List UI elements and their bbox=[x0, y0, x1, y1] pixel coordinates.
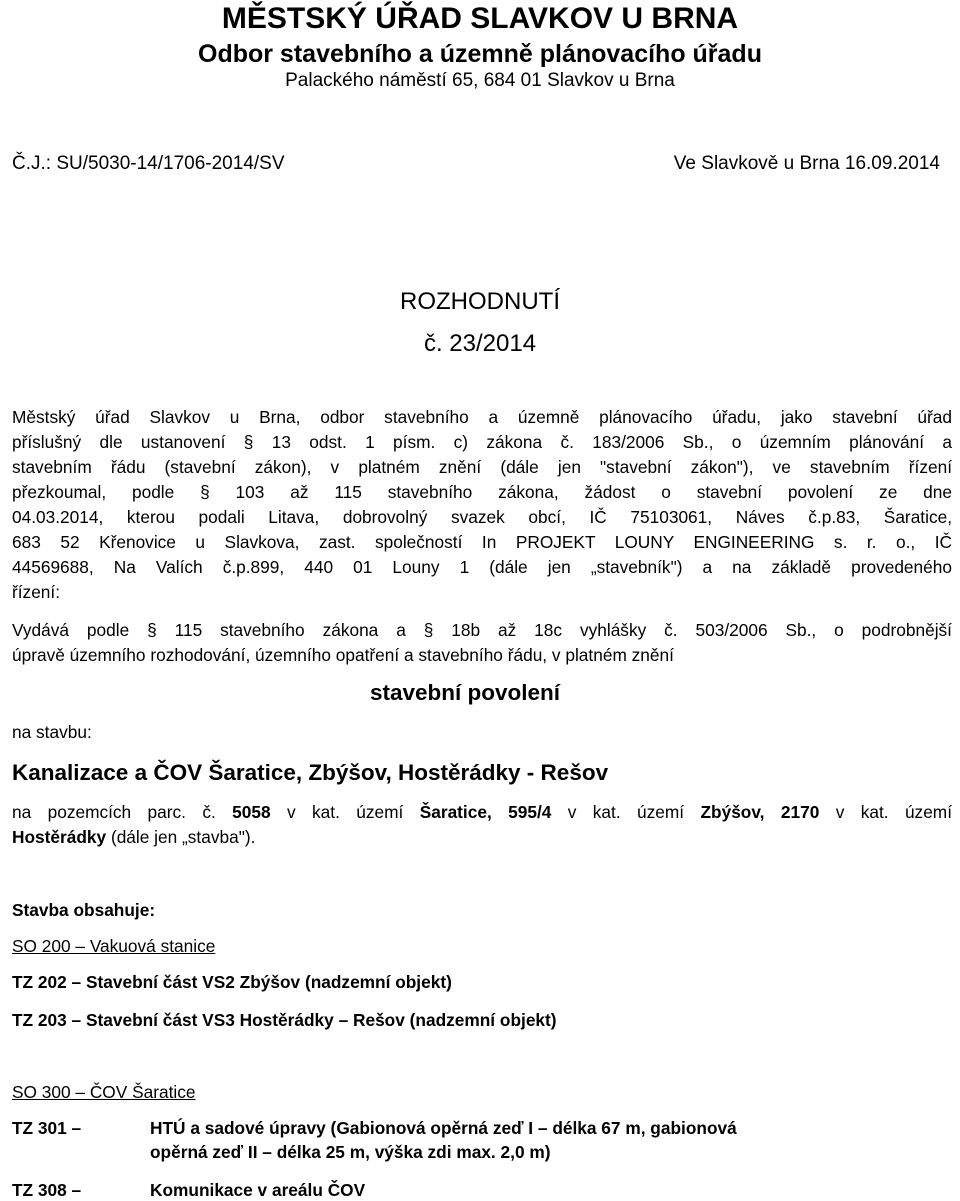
cadastral-area: Zbýšov, 2170 bbox=[700, 802, 820, 822]
so300-item-text: HTÚ a sadové úpravy (Gabionová opěrná zeď I – délka 67 m, gabionová bbox=[150, 1118, 737, 1138]
issue-line: úpravě územního rozhodování, územního opatření a stavebního řádu, v platném znění bbox=[12, 645, 674, 665]
intro-paragraph bbox=[12, 405, 952, 605]
so300-item-text: opěrná zeď II – délka 25 m, výška zdi max. 2,0 m) bbox=[150, 1142, 551, 1162]
construction-name: Kanalizace a ČOV Šaratice, Zbýšov, Hostěrádky - Rešov bbox=[12, 760, 609, 785]
so300-item-code: TZ 301 – bbox=[12, 1118, 82, 1138]
construction-label: na stavbu: bbox=[12, 722, 92, 742]
intro-line: stavebním řádu (stavební zákon), v platném znění (dále jen "stavební zákon"), ve stavebním řízení bbox=[12, 457, 952, 477]
decision-number: č. 23/2014 bbox=[423, 330, 537, 357]
intro-line: řízení: bbox=[12, 582, 61, 602]
intro-line: Městský úřad Slavkov u Brna, odbor stavebního a územně plánovacího úřadu, jako stavební úřad bbox=[12, 407, 952, 427]
issue-line: Vydává podle § 115 stavebního zákona a § 18b až 18c vyhlášky č. 503/2006 Sb., o podrobnější bbox=[12, 620, 952, 640]
intro-line: 44569688, Na Valích č.p.899, 440 01 Louny 1 (dále jen „stavebník") a na základě provedeného bbox=[12, 557, 952, 577]
parcels-text: v kat. území bbox=[819, 802, 953, 822]
parcels-text: (dále jen „stavba"). bbox=[106, 827, 256, 847]
so300-title: SO 300 – ČOV Šaratice bbox=[12, 1082, 196, 1102]
so300-item-text: Komunikace v areálu ČOV bbox=[150, 1180, 366, 1200]
parcels-line-1 bbox=[12, 800, 952, 825]
intro-line: přezkoumal, podle § 103 až 115 stavebního zákona, žádost o stavební povolení ze dne bbox=[12, 482, 952, 502]
office-address: Palackého náměstí 65, 684 01 Slavkov u Brna bbox=[285, 70, 675, 91]
parcels-text: na pozemcích parc. č. bbox=[12, 802, 233, 822]
permit-heading: stavební povolení bbox=[370, 680, 561, 705]
so200-item: TZ 203 – Stavební část VS3 Hostěrádky – Rešov (nadzemní objekt) bbox=[12, 1010, 557, 1030]
intro-line: 04.03.2014, kterou podali Litava, dobrovolný svazek obcí, IČ 75103061, Náves č.p.83, Šaratice, bbox=[12, 507, 952, 527]
contents-heading: Stavba obsahuje: bbox=[12, 900, 156, 920]
parcels-text: v kat. území bbox=[551, 802, 701, 822]
so200-item: TZ 202 – Stavební část VS2 Zbýšov (nadzemní objekt) bbox=[12, 972, 452, 992]
so300-item-code: TZ 308 – bbox=[12, 1180, 82, 1200]
office-name: MĚSTSKÝ ÚŘAD SLAVKOV U BRNA bbox=[221, 2, 739, 35]
intro-line: příslušný dle ustanovení § 13 odst. 1 písm. c) zákona č. 183/2006 Sb., o územním plánování a bbox=[12, 432, 952, 452]
decision-title: ROZHODNUTÍ bbox=[400, 288, 560, 315]
cadastral-area: Šaratice, 595/4 bbox=[419, 802, 552, 822]
parcel-number: 5058 bbox=[232, 802, 271, 822]
parcels-line-2 bbox=[12, 825, 952, 850]
parcels-text: v kat. území bbox=[270, 802, 420, 822]
intro-line: 683 52 Křenovice u Slavkova, zast. společností In PROJEKT LOUNY ENGINEERING s. r. o., IČ bbox=[12, 532, 952, 552]
department-name: Odbor stavebního a územně plánovacího úřadu bbox=[198, 40, 762, 68]
place-date: Ve Slavkově u Brna 16.09.2014 bbox=[673, 153, 940, 174]
issue-paragraph bbox=[12, 618, 952, 668]
so200-title: SO 200 – Vakuová stanice bbox=[12, 936, 216, 956]
cadastral-area: Hostěrádky bbox=[12, 827, 107, 847]
parcels-paragraph bbox=[12, 800, 952, 850]
reference-number: Č.J.: SU/5030-14/1706-2014/SV bbox=[12, 153, 285, 174]
